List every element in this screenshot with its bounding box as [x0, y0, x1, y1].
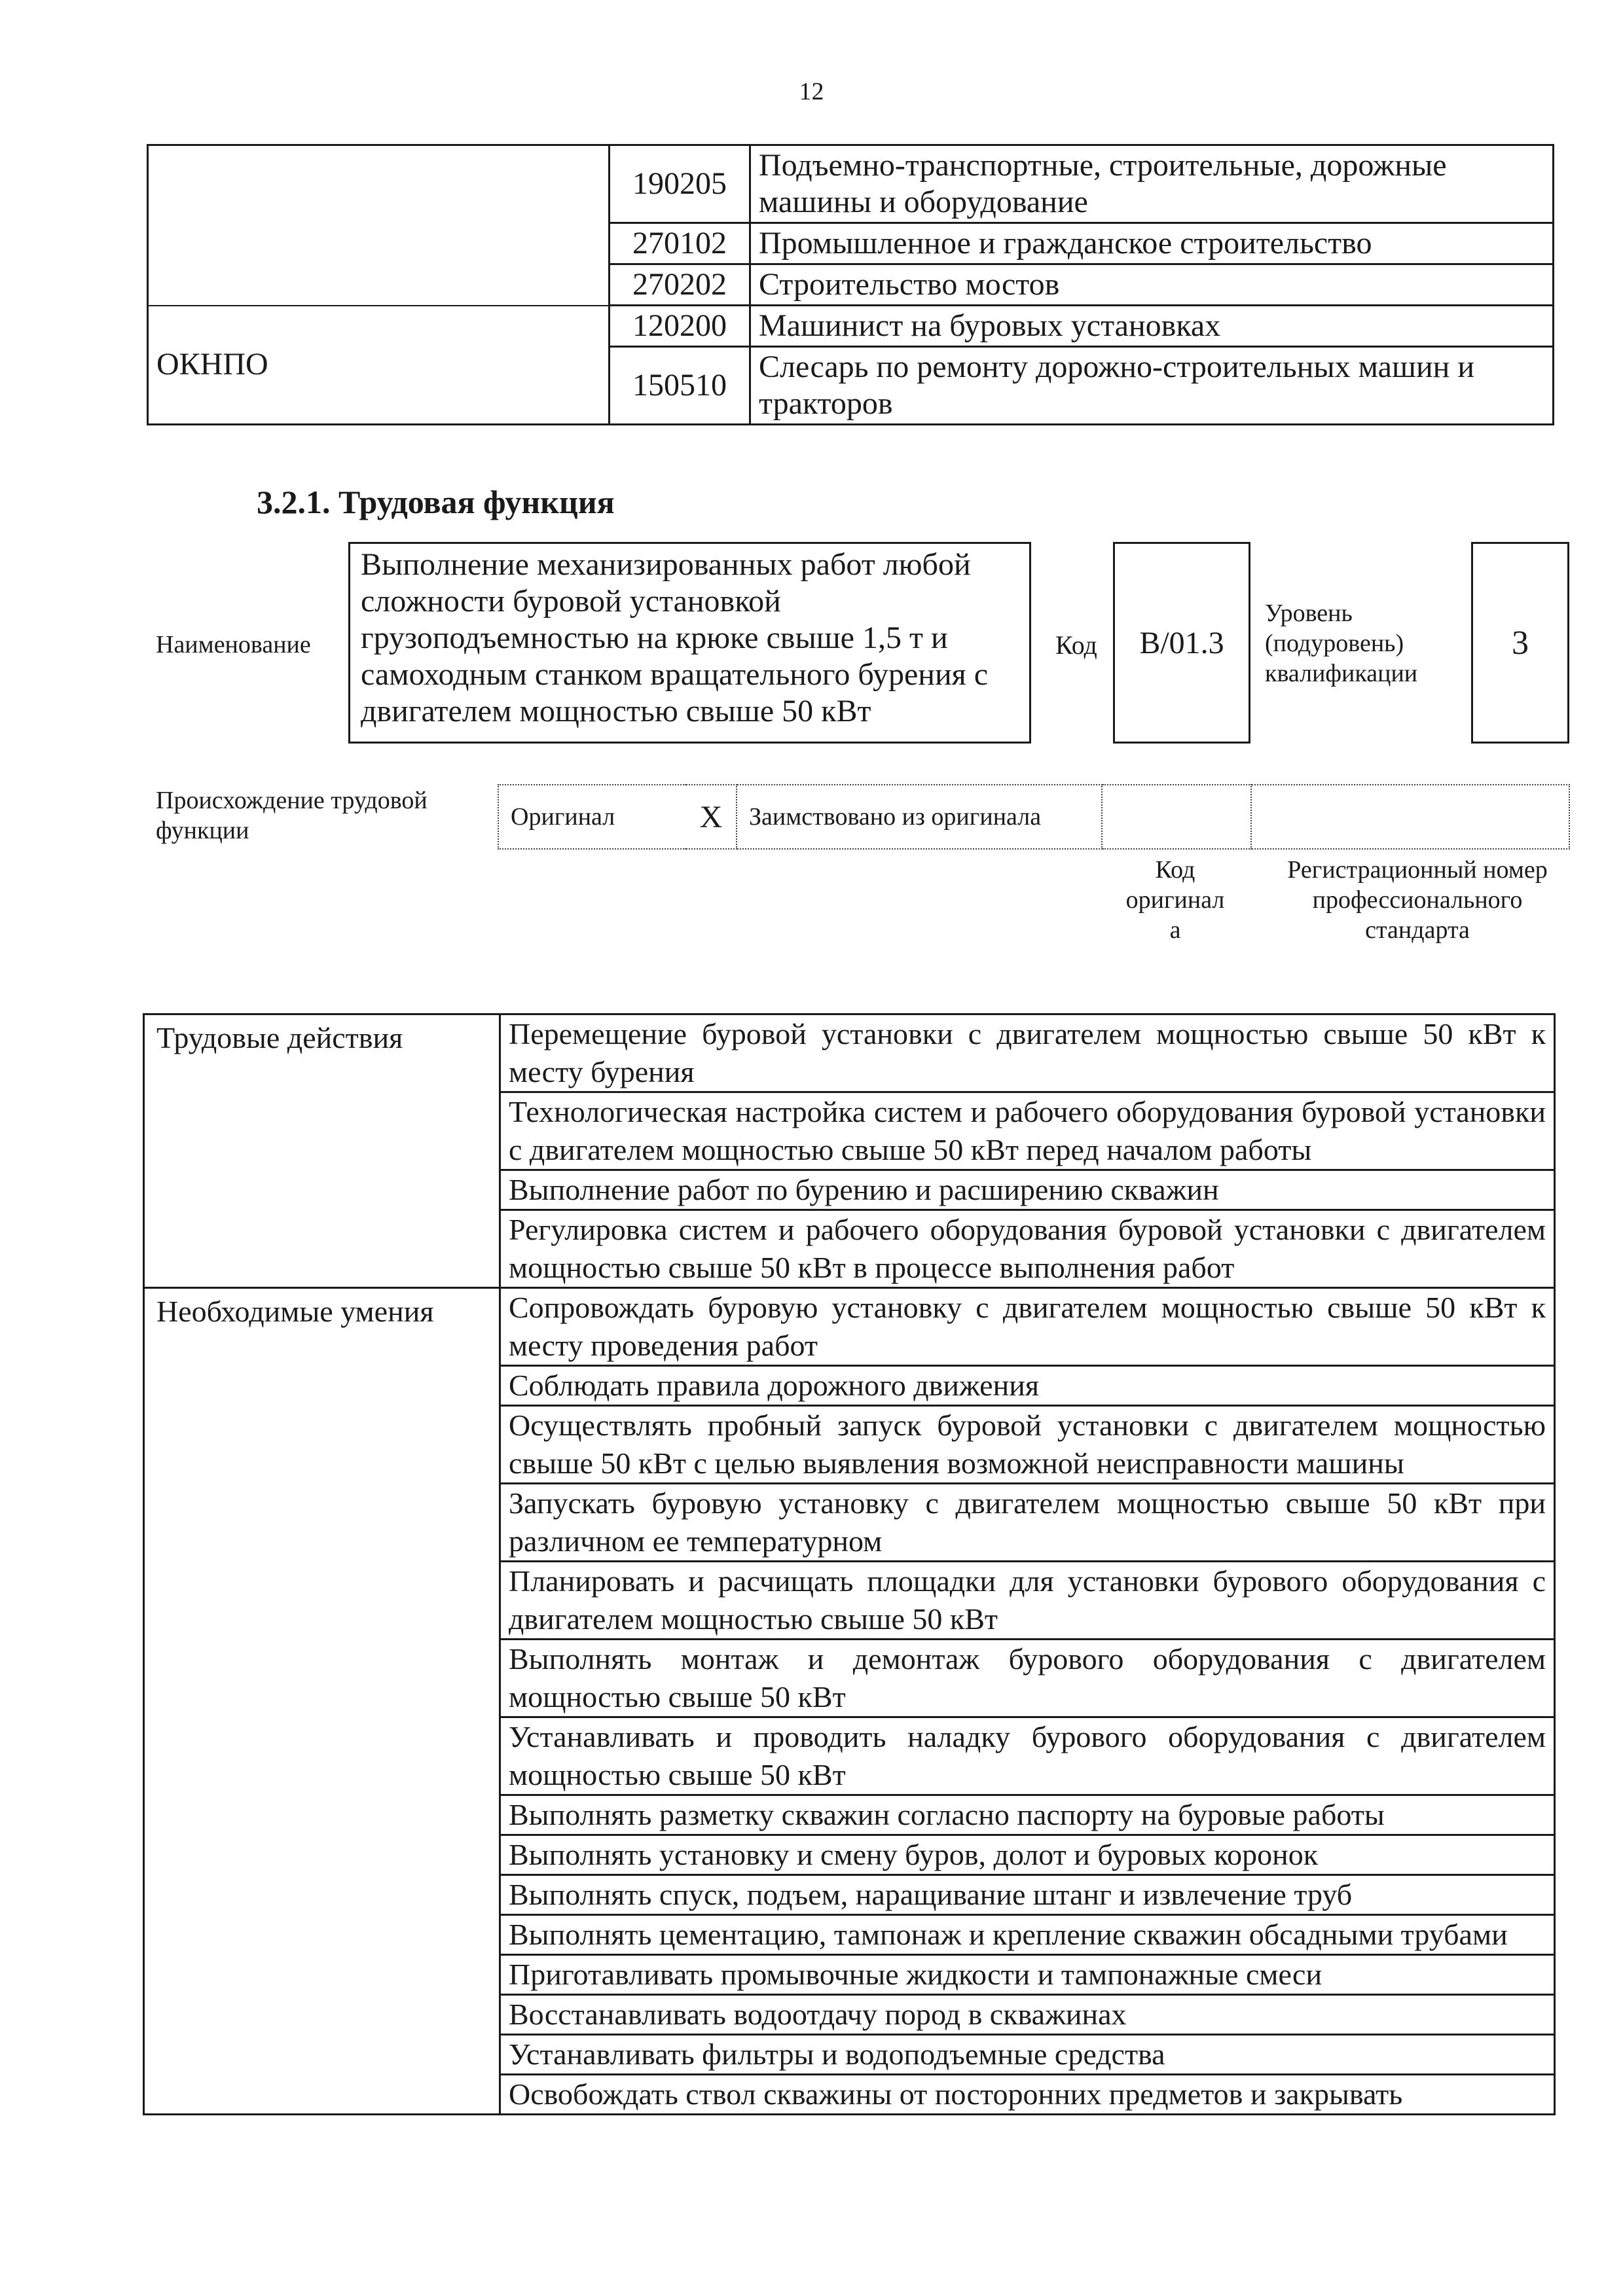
list-item: Регулировка систем и рабочего оборудования буровой установки с двигателем мощностью свыше 50 кВт в процессе выполнения работ — [500, 1210, 1555, 1288]
list-item: Устанавливать и проводить наладку бурового оборудования с двигателем мощностью свыше 50 кВт — [500, 1717, 1555, 1795]
list-item: Восстанавливать водоотдачу пород в скважинах — [500, 1995, 1555, 2035]
labor-function-table — [143, 1013, 1556, 2115]
codes-table — [147, 144, 1554, 425]
name-label: Наименование — [156, 631, 311, 658]
code-cell: 120200 — [610, 306, 750, 347]
list-item: Перемещение буровой установки с двигателем мощностью свыше 50 кВт к месту бурения — [500, 1014, 1555, 1092]
list-item: Сопровождать буровую установку с двигателем мощностью свыше 50 кВт к месту проведения работ — [500, 1288, 1555, 1366]
function-code-box — [1113, 542, 1250, 744]
list-item: Освобождать ствол скважины от посторонних предметов и закрывать — [500, 2075, 1555, 2115]
original-mark: X — [686, 785, 737, 849]
code-name-cell: Строительство мостов — [750, 264, 1554, 306]
code-name-cell: Машинист на буровых установках — [750, 306, 1554, 347]
origin-table — [498, 784, 1570, 850]
reg-caption: Регистрационный номер профессионального стандарта — [1287, 856, 1548, 944]
list-item: Выполнять спуск, подъем, наращивание штанг и извлечение труб — [500, 1875, 1555, 1915]
page-number: 12 — [799, 78, 824, 105]
code-label: Код — [1055, 630, 1097, 660]
codes-group-blank — [148, 145, 610, 306]
list-item: Технологическая настройка систем и рабочего оборудования буровой установки с двигателем мощностью свыше 50 кВт перед началом работы — [500, 1092, 1555, 1170]
list-item: Устанавливать фильтры и водоподъемные средства — [500, 2035, 1555, 2075]
code-caption: Код оригинал а — [1125, 856, 1225, 944]
borrowed-label: Заимствовано из оригинала — [737, 785, 1102, 849]
list-item: Запускать буровую установку с двигателем мощностью свыше 50 кВт при различном ее температурном — [500, 1484, 1555, 1562]
function-name-box: Выполнение механизированных работ любой сложности буровой установкой грузоподъемностью на крюке свыше 1,5 т и самоходным станком вращательного бурения с двигателем мощностью свыше 50 кВт — [348, 542, 1031, 744]
level-value: 3 — [1512, 624, 1529, 662]
list-item: Выполнять разметку скважин согласно паспорту на буровые работы — [500, 1795, 1555, 1835]
classifier-label: ОКНПО — [148, 306, 610, 425]
list-item: Осуществлять пробный запуск буровой установки с двигателем мощностью свыше 50 кВт с целью выявления возможной неисправности машины — [500, 1406, 1555, 1484]
list-item: Планировать и расчищать площадки для установки бурового оборудования с двигателем мощностью свыше 50 кВт — [500, 1562, 1555, 1640]
table-row — [144, 1014, 1555, 1092]
list-item: Выполнять установку и смену буров, долот и буровых коронок — [500, 1835, 1555, 1875]
original-label: Оригинал — [498, 785, 686, 849]
list-item: Выполнять монтаж и демонтаж бурового оборудования с двигателем мощностью свыше 50 кВт — [500, 1640, 1555, 1717]
table-row — [148, 306, 1554, 347]
code-cell: 190205 — [610, 145, 750, 223]
origin-code-cell — [1102, 785, 1251, 849]
list-item: Выполнение работ по бурению и расширению скважин — [500, 1170, 1555, 1210]
section-title: 3.2.1. Трудовая функция — [257, 484, 615, 520]
code-name-cell: Слесарь по ремонту дорожно-строительных машин и тракторов — [750, 347, 1554, 425]
code-name-cell: Промышленное и гражданское строительство — [750, 223, 1554, 264]
code-cell: 270102 — [610, 223, 750, 264]
category-label: Необходимые умения — [144, 1288, 500, 2115]
list-item: Соблюдать правила дорожного движения — [500, 1366, 1555, 1406]
level-label: Уровень (подуровень) квалификации — [1265, 600, 1418, 687]
code-name-cell: Подъемно-транспортные, строительные, дорожные машины и оборудование — [750, 145, 1554, 223]
table-row — [144, 1288, 1555, 1366]
origin-label: Происхождение трудовой функции — [156, 787, 428, 844]
table-row — [498, 785, 1569, 849]
list-item: Приготавливать промывочные жидкости и тампонажные смеси — [500, 1955, 1555, 1995]
level-box — [1471, 542, 1569, 744]
code-cell: 150510 — [610, 347, 750, 425]
category-label: Трудовые действия — [144, 1014, 500, 1288]
function-code: B/01.3 — [1139, 625, 1224, 660]
list-item: Выполнять цементацию, тампонаж и крепление скважин обсадными трубами — [500, 1915, 1555, 1955]
code-cell: 270202 — [610, 264, 750, 306]
origin-reg-cell — [1251, 785, 1569, 849]
table-row — [148, 145, 1554, 223]
